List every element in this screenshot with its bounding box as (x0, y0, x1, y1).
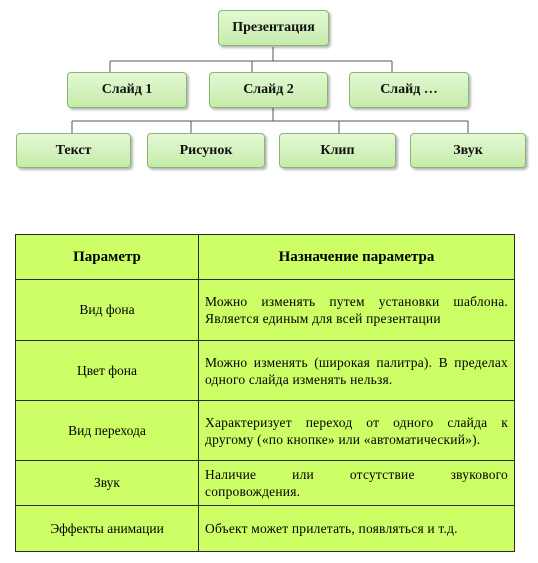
param-description: Наличие или отсутствие звукового сопровождения. (199, 461, 515, 506)
object-node-text: Текст (16, 133, 131, 168)
param-description: Можно изменять (широкая палитра). В пределах одного слайда изменять нельзя. (199, 341, 515, 401)
slide-node-more: Слайд … (349, 72, 469, 108)
object-node-picture: Рисунок (147, 133, 265, 168)
root-node-presentation: Презентация (218, 10, 329, 46)
object-node-clip: Клип (279, 133, 396, 168)
slide-node-1: Слайд 1 (67, 72, 187, 108)
header-purpose: Назначение параметра (199, 235, 515, 280)
param-description: Можно изменять путем установки шаблона. Является единым для всей презентации (199, 280, 515, 341)
param-name: Звук (16, 461, 199, 506)
header-parameter: Параметр (16, 235, 199, 280)
param-name: Вид перехода (16, 401, 199, 461)
param-description: Объект может прилетать, появляться и т.д. (199, 506, 515, 552)
table-row (16, 280, 515, 341)
table-row (16, 461, 515, 506)
param-name: Цвет фона (16, 341, 199, 401)
table-row (16, 341, 515, 401)
param-description: Характеризует переход от одного слайда к другому («по кнопке» или «автоматический»). (199, 401, 515, 461)
parameters-table (15, 234, 515, 552)
table-row (16, 506, 515, 552)
param-name: Эффекты анимации (16, 506, 199, 552)
slide-node-2: Слайд 2 (209, 72, 328, 108)
param-name: Вид фона (16, 280, 199, 341)
object-node-sound: Звук (410, 133, 526, 168)
table-row (16, 401, 515, 461)
table-header-row (16, 235, 515, 280)
